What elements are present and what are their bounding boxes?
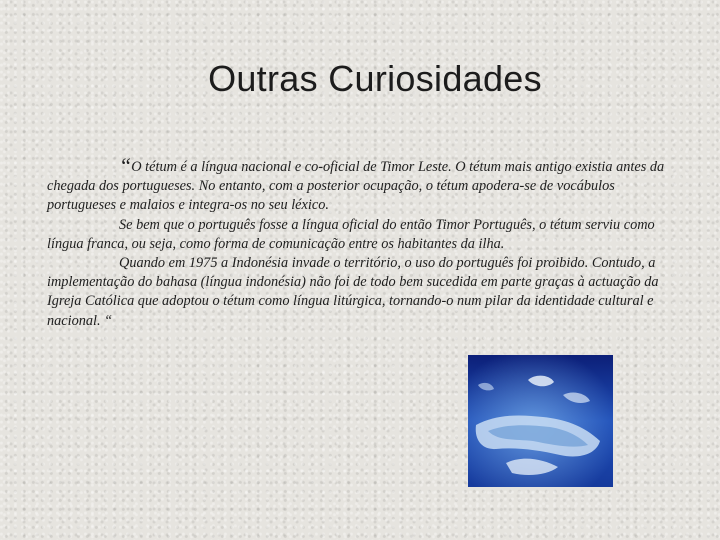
opening-quote-mark: “ [119, 153, 132, 178]
quote-body [47, 153, 687, 331]
timor-satellite-photo [468, 355, 613, 487]
paragraph-2-text: Se bem que o português fosse a língua oficial do então Timor Português, o tétum serviu como língua franca, ou seja, como forma de comunicação entre os habitantes da ilha. [47, 216, 655, 252]
paragraph-1-text: O tétum é a língua nacional e co-oficial de Timor Leste. O tétum mais antigo existia antes da chegada dos portugueses. No entanto, com a posterior ocupação, o tétum apodera-se de vocábulos portugueses e malaios e integra-os no seu léxico. [47, 159, 665, 214]
slide-title: Outras Curiosidades [208, 58, 542, 99]
paragraph-3 [47, 254, 687, 331]
satellite-image [468, 355, 613, 487]
paragraph-2 [47, 216, 687, 254]
paragraph-3-text: Quando em 1975 a Indonésia invade o território, o uso do português foi proibido. Contudo, a implementação do bahasa (língua indonésia) não foi de todo bem sucedida em parte graças à actuação da Igreja Católica que adoptou o tétum como língua litúrgica, tornando-o num pilar da identidade cultural e nacional. “ [47, 255, 659, 329]
paragraph-1 [47, 153, 687, 216]
